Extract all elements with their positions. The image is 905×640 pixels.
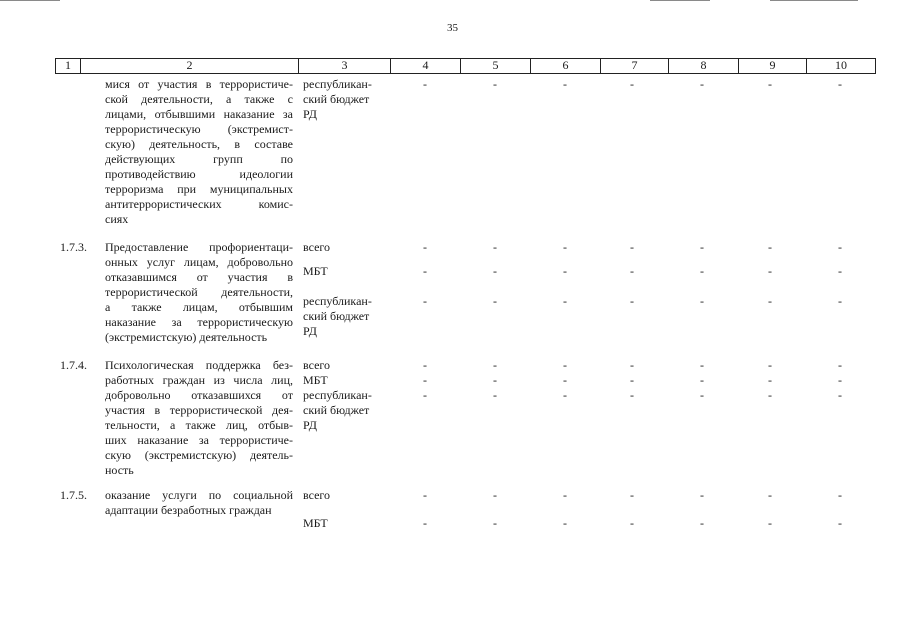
row-number: 1.7.4. [60, 358, 87, 372]
row-description [105, 77, 293, 227]
funding-source-line: всего [303, 488, 331, 502]
description-line: Психологическая поддержка без- [105, 358, 293, 372]
value-cell-col-10: - [838, 77, 842, 91]
value-cell-col-4: - [423, 294, 427, 308]
value-cell-col-10: - [838, 373, 842, 387]
value-cell-col-8: - [700, 77, 704, 91]
description-line: террористическую (экстремист- [105, 122, 293, 136]
value-cell-col-4: - [423, 77, 427, 91]
row-description [105, 488, 293, 518]
description-line: ской деятельности, а также с [105, 92, 293, 106]
value-cell-col-5: - [493, 488, 497, 502]
description-line: наказание за террористическую [105, 315, 293, 329]
description-line: работных граждан из числа лиц, [105, 373, 293, 387]
value-cell-col-5: - [493, 240, 497, 254]
description-line: отказавшимся от участия в [105, 270, 293, 284]
funding-source [303, 294, 383, 339]
header-cell-4: 4 [390, 59, 460, 73]
table-header-row [55, 58, 876, 74]
funding-source [303, 373, 383, 388]
value-cell-col-8: - [700, 240, 704, 254]
value-cell-col-7: - [630, 77, 634, 91]
description-line: оказание услуги по социальной [105, 488, 293, 502]
header-cell-9: 9 [738, 59, 806, 73]
row-number: 1.7.3. [60, 240, 87, 254]
scan-edge-line [770, 0, 858, 1]
scan-edge-line [650, 0, 710, 1]
header-cell-7: 7 [600, 59, 668, 73]
header-cell-10: 10 [806, 59, 876, 73]
value-cell-col-8: - [700, 373, 704, 387]
value-cell-col-10: - [838, 358, 842, 372]
description-line: скую) деятельность, в составе [105, 137, 293, 151]
value-cell-col-9: - [768, 294, 772, 308]
value-cell-col-9: - [768, 516, 772, 530]
funding-source-line: всего [303, 358, 331, 372]
row-description [105, 358, 293, 478]
header-cell-5: 5 [460, 59, 530, 73]
description-line: антитеррористических комис- [105, 197, 293, 211]
scan-edge-line [0, 0, 60, 1]
value-cell-col-5: - [493, 77, 497, 91]
value-cell-col-9: - [768, 488, 772, 502]
description-line: ших наказание за террористиче- [105, 433, 293, 447]
value-cell-col-10: - [838, 516, 842, 530]
value-cell-col-6: - [563, 388, 567, 402]
value-cell-col-10: - [838, 488, 842, 502]
value-cell-col-5: - [493, 264, 497, 278]
value-cell-col-10: - [838, 294, 842, 308]
value-cell-col-4: - [423, 488, 427, 502]
funding-source [303, 488, 383, 503]
value-cell-col-10: - [838, 264, 842, 278]
value-cell-col-4: - [423, 264, 427, 278]
funding-source-line: РД [303, 418, 317, 432]
value-cell-col-10: - [838, 388, 842, 402]
funding-source [303, 264, 383, 279]
value-cell-col-4: - [423, 516, 427, 530]
description-line: тельности, а также лиц, отбыв- [105, 418, 293, 432]
value-cell-col-4: - [423, 373, 427, 387]
value-cell-col-7: - [630, 264, 634, 278]
funding-source-line: РД [303, 107, 317, 121]
value-cell-col-7: - [630, 294, 634, 308]
value-cell-col-6: - [563, 77, 567, 91]
value-cell-col-6: - [563, 373, 567, 387]
funding-source [303, 240, 383, 255]
header-cell-8: 8 [668, 59, 738, 73]
value-cell-col-8: - [700, 264, 704, 278]
value-cell-col-7: - [630, 516, 634, 530]
description-line: онных услуг лицам, добровольно [105, 255, 293, 269]
value-cell-col-9: - [768, 77, 772, 91]
value-cell-col-6: - [563, 358, 567, 372]
header-cell-1: 1 [55, 59, 80, 73]
funding-source [303, 516, 383, 531]
value-cell-col-7: - [630, 388, 634, 402]
funding-source [303, 77, 383, 122]
description-line: а также лицам, отбывшим [105, 300, 293, 314]
value-cell-col-5: - [493, 294, 497, 308]
description-line: участия в террористической дея- [105, 403, 293, 417]
description-line: терроризма при муниципальных [105, 182, 293, 196]
description-line: лицами, отбывшими наказание за [105, 107, 293, 121]
description-line: действующих групп по [105, 152, 293, 166]
value-cell-col-4: - [423, 358, 427, 372]
funding-source-line: всего [303, 240, 331, 254]
description-line: Предоставление профориентаци- [105, 240, 293, 254]
description-line: ность [105, 463, 134, 477]
funding-source-line: ский бюджет [303, 92, 370, 106]
value-cell-col-9: - [768, 388, 772, 402]
value-cell-col-4: - [423, 240, 427, 254]
description-line: адаптации безработных граждан [105, 503, 272, 517]
value-cell-col-10: - [838, 240, 842, 254]
description-line: сиях [105, 212, 129, 226]
value-cell-col-9: - [768, 358, 772, 372]
header-cell-2: 2 [80, 59, 298, 73]
page-number: 35 [447, 22, 458, 34]
funding-source-line: республикан- [303, 294, 372, 308]
value-cell-col-8: - [700, 294, 704, 308]
description-line: противодействию идеологии [105, 167, 293, 181]
funding-source-line: МБТ [303, 264, 328, 278]
value-cell-col-5: - [493, 373, 497, 387]
value-cell-col-9: - [768, 264, 772, 278]
value-cell-col-7: - [630, 488, 634, 502]
header-cell-3: 3 [298, 59, 390, 73]
value-cell-col-7: - [630, 240, 634, 254]
description-line: мися от участия в террористиче- [105, 77, 293, 91]
value-cell-col-6: - [563, 240, 567, 254]
funding-source-line: ский бюджет [303, 403, 370, 417]
value-cell-col-7: - [630, 358, 634, 372]
value-cell-col-8: - [700, 358, 704, 372]
description-line: скую (экстремистскую) деятель- [105, 448, 293, 462]
description-line: (экстремистскую) деятельность [105, 330, 268, 344]
row-number: 1.7.5. [60, 488, 87, 502]
funding-source [303, 358, 383, 373]
description-line: террористической деятельности, [105, 285, 293, 299]
funding-source-line: МБТ [303, 373, 328, 387]
funding-source [303, 388, 383, 433]
value-cell-col-8: - [700, 388, 704, 402]
value-cell-col-5: - [493, 358, 497, 372]
funding-source-line: республикан- [303, 77, 372, 91]
value-cell-col-5: - [493, 516, 497, 530]
funding-source-line: МБТ [303, 516, 328, 530]
value-cell-col-9: - [768, 240, 772, 254]
funding-source-line: республикан- [303, 388, 372, 402]
value-cell-col-9: - [768, 373, 772, 387]
value-cell-col-6: - [563, 488, 567, 502]
value-cell-col-8: - [700, 516, 704, 530]
row-description [105, 240, 293, 345]
value-cell-col-7: - [630, 373, 634, 387]
value-cell-col-5: - [493, 388, 497, 402]
value-cell-col-6: - [563, 294, 567, 308]
value-cell-col-4: - [423, 388, 427, 402]
funding-source-line: ский бюджет [303, 309, 370, 323]
value-cell-col-6: - [563, 516, 567, 530]
header-cell-6: 6 [530, 59, 600, 73]
funding-source-line: РД [303, 324, 317, 338]
value-cell-col-6: - [563, 264, 567, 278]
value-cell-col-8: - [700, 488, 704, 502]
description-line: добровольно отказавшихся от [105, 388, 293, 402]
